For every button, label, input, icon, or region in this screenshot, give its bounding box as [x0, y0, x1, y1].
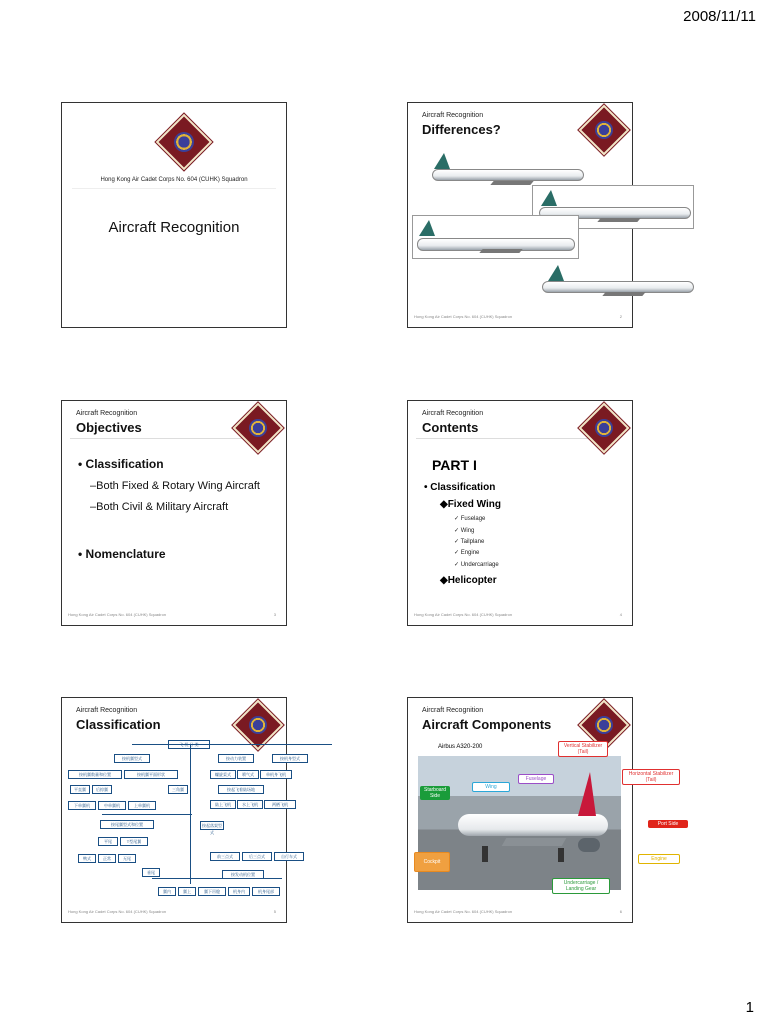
squadron-crest-icon	[233, 403, 284, 454]
slide-4	[407, 400, 633, 626]
squadron-crest-icon	[233, 700, 284, 751]
aircraft-image-4	[542, 263, 692, 299]
part-heading: PART I	[432, 457, 477, 473]
tree-node: 上单翼机	[128, 801, 156, 810]
squadron-crest-icon	[579, 105, 630, 156]
tree-node: 喷气式	[237, 770, 259, 779]
slide-kicker: Aircraft Recognition	[76, 410, 138, 417]
tree-node: 机身尾部	[252, 887, 280, 896]
slide-kicker: Aircraft Recognition	[422, 112, 484, 119]
divider	[72, 188, 276, 189]
tree-node: 按起落架型式	[202, 823, 222, 835]
tree-node: 单机身飞机	[260, 770, 292, 779]
label-engine: Engine	[638, 854, 680, 864]
tree-node: 正常	[98, 854, 116, 863]
tree-node: 三角翼	[168, 785, 188, 794]
slide-1	[61, 102, 287, 328]
tree-node: 按机翼数量和位置	[68, 770, 122, 779]
label-horizontal-stabilizer: Horizontal Stabilizer (Tail)	[622, 769, 680, 785]
tree-node: 中单翼机	[98, 801, 126, 810]
label-fuselage: Fuselage	[518, 774, 554, 784]
tree-node: 按机翼平面形状	[124, 770, 178, 779]
slide-kicker: Aircraft Recognition	[76, 707, 138, 714]
tree-node: 按尾翼型式和位置	[100, 820, 154, 829]
divider	[416, 438, 592, 439]
slide-title: Differences?	[422, 122, 501, 137]
sub-bullet-civil-military: –Both Civil & Military Aircraft	[90, 501, 229, 513]
slide-title: Contents	[422, 420, 479, 435]
tree-node: 前三点式	[210, 852, 240, 861]
slide-footer: Hong Kong Air Cadet Corps No. 604 (CUHK) Squadron	[414, 612, 513, 617]
list-item: ✓ Tailplane	[454, 539, 485, 545]
slide-2	[407, 102, 633, 328]
label-starboard-side: Starboard Side	[420, 786, 450, 800]
bullet-classification: • Classification	[424, 482, 496, 493]
slide-page-number: 5	[273, 909, 276, 914]
tree-node: 按机身型式	[272, 754, 308, 763]
tree-node: 陆上飞机	[210, 800, 236, 809]
list-item: ✓ Fuselage	[454, 516, 486, 522]
sub-bullet-fixed-rotary: –Both Fixed & Rotary Wing Aircraft	[90, 480, 260, 492]
label-cockpit: Cockpit	[414, 852, 450, 872]
list-item: ✓ Undercarriage	[454, 562, 499, 568]
slide-3	[61, 400, 287, 626]
aircraft-image-1	[432, 147, 582, 187]
tree-node: 下单翼机	[68, 801, 96, 810]
slide-footer: Hong Kong Air Cadet Corps No. 604 (CUHK) Squadron	[68, 909, 167, 914]
page-number: 1	[745, 999, 754, 1016]
tree-node: 按动力装置	[218, 754, 254, 763]
label-wing: Wing	[472, 782, 510, 792]
slide-kicker: Aircraft Recognition	[422, 410, 484, 417]
bullet-classification: • Classification	[78, 457, 164, 471]
tree-node: 垂尾	[142, 868, 160, 877]
label-vertical-stabilizer: Vertical Stabilizer (Tail)	[558, 741, 608, 757]
tree-node: 自行车式	[274, 852, 304, 861]
divider	[70, 438, 246, 439]
slide-title: Objectives	[76, 420, 142, 435]
helicopter-heading: ◆Helicopter	[440, 575, 497, 586]
tree-node: 后掠翼	[92, 785, 112, 794]
tree-node: T型尾翼	[120, 837, 148, 846]
squadron-crest-icon	[156, 114, 213, 171]
label-landing-gear: Undercarriage / Landing Gear	[552, 878, 610, 894]
tree-node: 无尾	[118, 854, 136, 863]
slide-page-number: 6	[619, 909, 622, 914]
tree-node: 水上飞机	[237, 800, 263, 809]
fixed-wing-heading: ◆Fixed Wing	[440, 499, 501, 510]
slide-footer: Hong Kong Air Cadet Corps No. 604 (CUHK) Squadron	[414, 909, 513, 914]
tree-node: 按起飞着陆场地	[218, 785, 264, 794]
bullet-nomenclature: • Nomenclature	[78, 547, 166, 561]
slide-page-number: 4	[619, 612, 622, 617]
list-item: ✓ Engine	[454, 550, 480, 556]
tree-node: 翼内	[158, 887, 176, 896]
slide-5	[61, 697, 300, 923]
tree-node: 平尾	[98, 837, 118, 846]
slide-title: Classification	[76, 717, 161, 732]
slide-title: Aircraft Recognition	[108, 219, 240, 236]
tree-node: 鸭式	[78, 854, 96, 863]
aircraft-image-3	[412, 215, 579, 259]
page-date: 2008/11/11	[683, 8, 756, 25]
slide-title: Aircraft Components	[422, 717, 552, 732]
slide-6	[407, 697, 679, 923]
tree-node: 后三点式	[242, 852, 272, 861]
tree-node: 按发动机位置	[222, 870, 264, 879]
slide-kicker: Aircraft Recognition	[422, 707, 484, 714]
slide-footer: Hong Kong Air Cadet Corps No. 604 (CUHK) Squadron	[414, 314, 513, 319]
slide-page-number: 2	[619, 314, 622, 319]
slide-page-number: 3	[273, 612, 276, 617]
list-item: ✓ Wing	[454, 528, 475, 534]
squadron-crest-icon	[579, 403, 630, 454]
slide-subtitle: Hong Kong Air Cadet Corps No. 604 (CUHK) Squadron	[100, 177, 248, 183]
tree-node: 翼上	[178, 887, 196, 896]
label-port-side: Port Side	[648, 820, 688, 828]
tree-node: 两栖飞机	[264, 800, 296, 809]
tree-node: 翼下吊舱	[198, 887, 226, 896]
tree-node: 按机翼型式	[114, 754, 150, 763]
tree-node: 螺旋桨式	[210, 770, 236, 779]
photo-caption: Airbus A320-200	[438, 744, 483, 750]
tree-node: 平直翼	[70, 785, 90, 794]
slide-footer: Hong Kong Air Cadet Corps No. 604 (CUHK) Squadron	[68, 612, 167, 617]
tree-node: 机身内	[228, 887, 250, 896]
